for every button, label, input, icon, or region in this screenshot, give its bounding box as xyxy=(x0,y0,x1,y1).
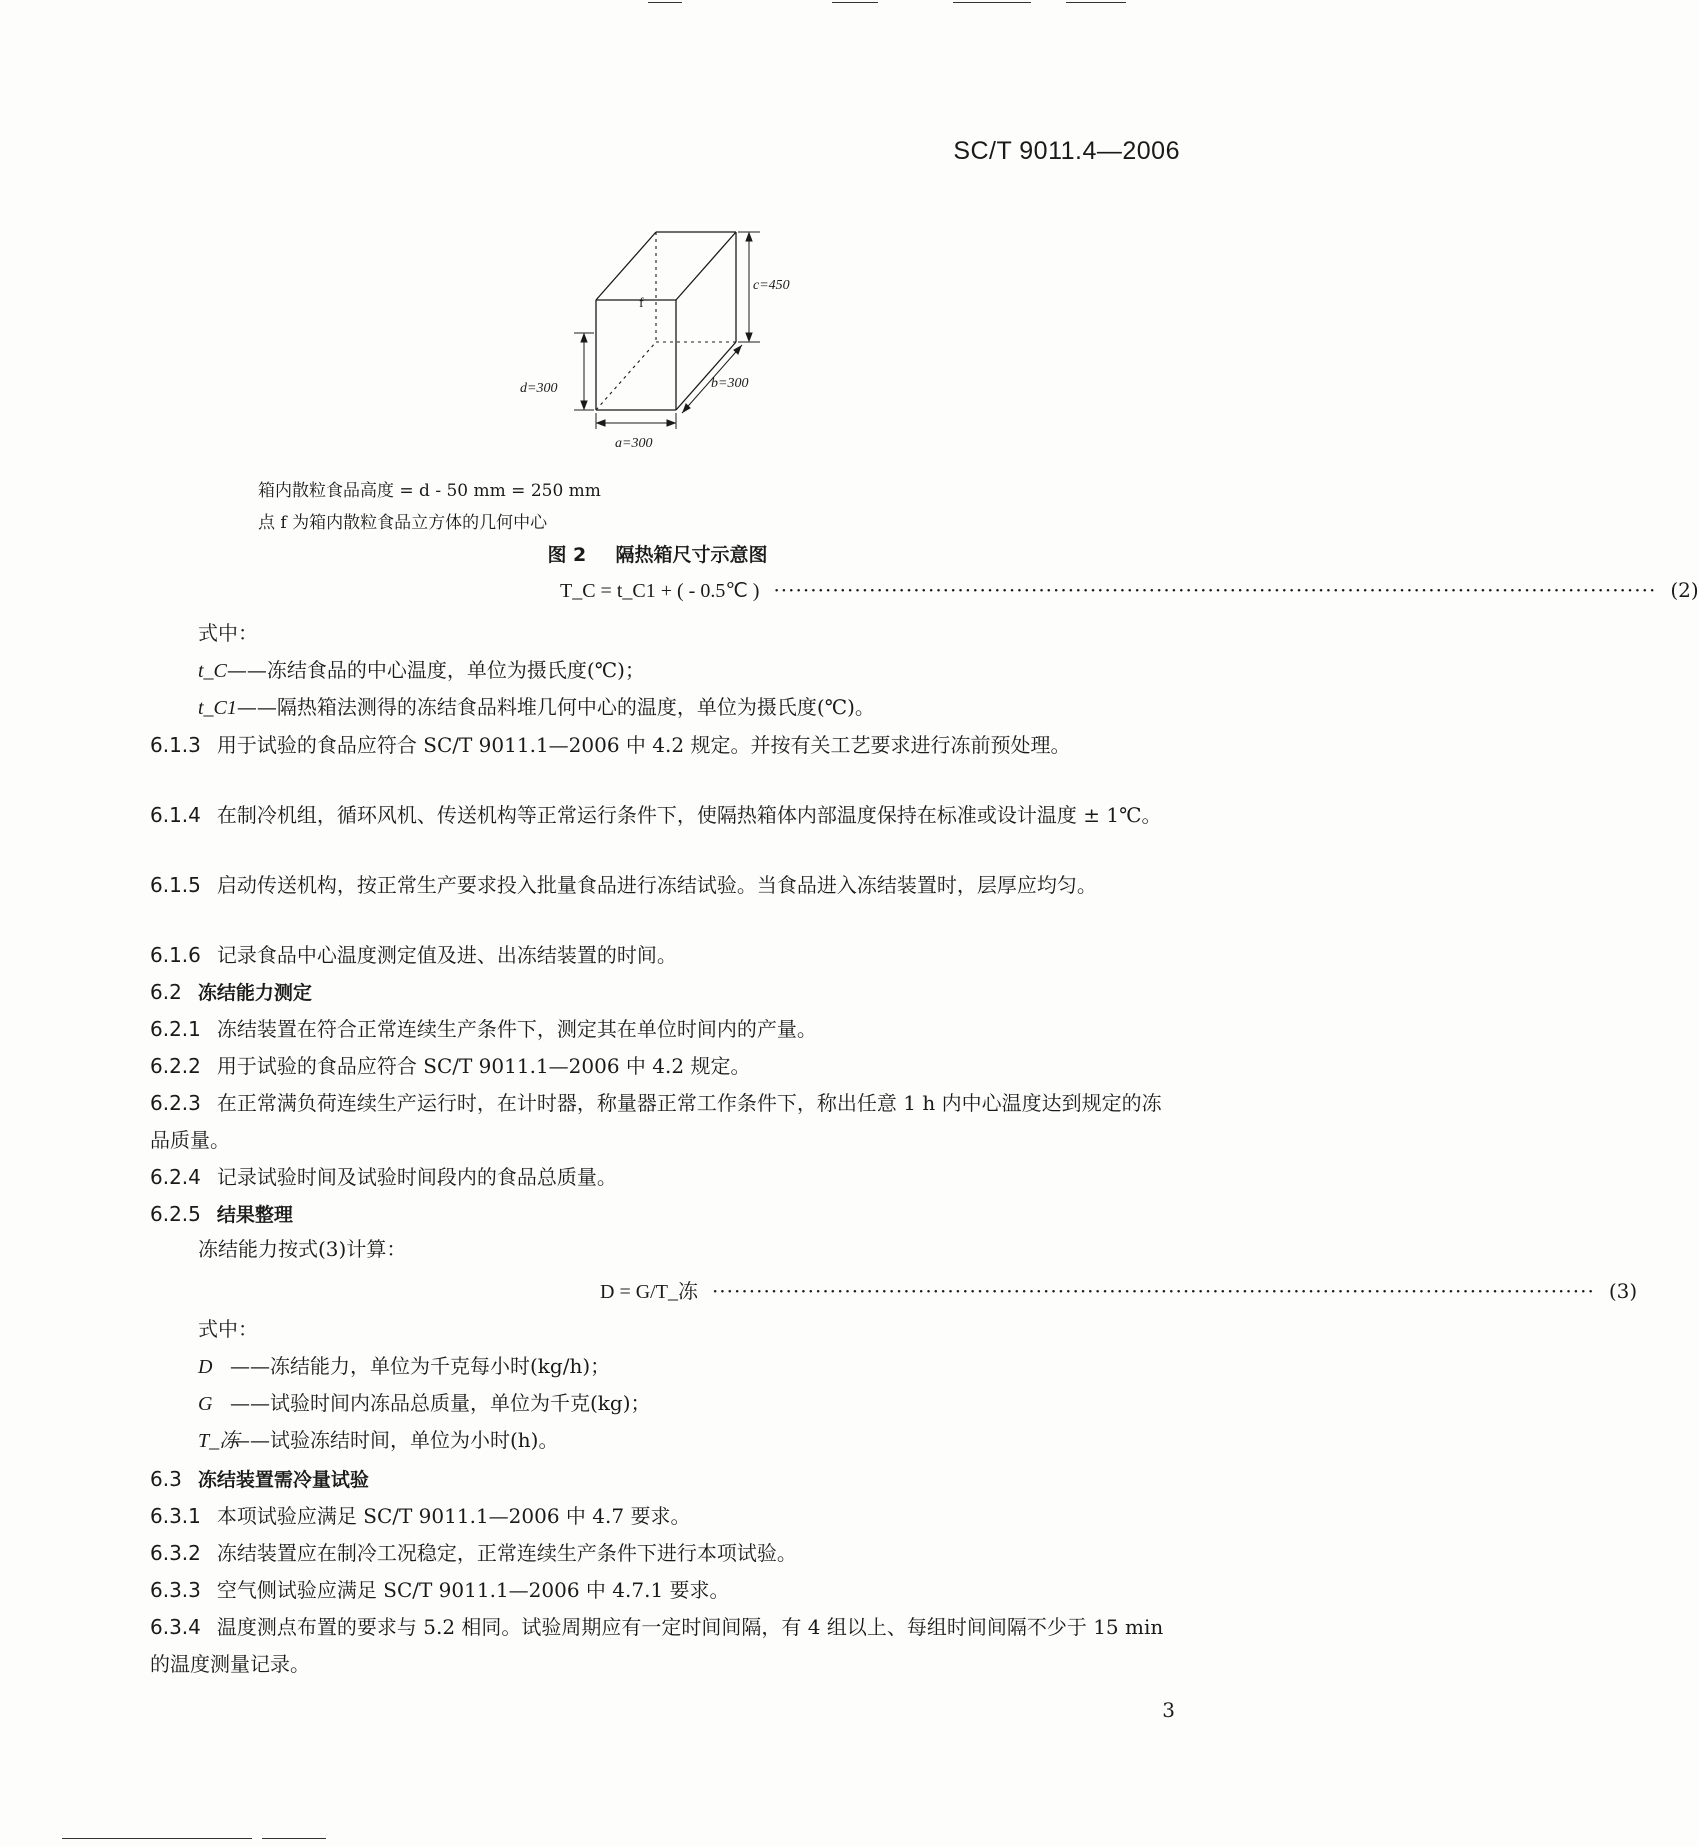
scan-mark xyxy=(262,1838,326,1839)
dimension-d-label: d=300 xyxy=(520,381,558,396)
section-6-3-heading: 6.3 冻结装置需冷量试验 xyxy=(150,1467,369,1491)
scan-mark xyxy=(832,2,878,3)
scan-mark xyxy=(648,2,682,3)
document-id-header: SC/T 9011.4—2006 xyxy=(953,137,1180,165)
definition-tc1: t_C1——隔热箱法测得的冻结食品料堆几何中心的温度，单位为摄氏度(℃)。 xyxy=(198,695,875,719)
equation-3 xyxy=(600,1275,1638,1304)
point-f-label: f xyxy=(639,296,644,311)
equation-2-formula: T_C = t_C1 + ( - 0.5℃ ) xyxy=(560,580,760,602)
clause-6-1-6: 6.1.6 记录食品中心温度测定值及进、出冻结装置的时间。 xyxy=(150,943,677,967)
clause-6-1-5: 6.1.5 启动传送机构，按正常生产要求投入批量食品进行冻结试验。当食品进入冻结装置时，层厚应均匀。 xyxy=(150,873,1097,897)
clause-6-2-4: 6.2.4 记录试验时间及试验时间段内的食品总质量。 xyxy=(150,1165,617,1189)
dimension-b-label: b=300 xyxy=(711,376,749,391)
calc-intro: 冻结能力按式(3)计算： xyxy=(198,1237,407,1261)
definition-tc: t_C——冻结食品的中心温度，单位为摄氏度(℃)； xyxy=(198,658,645,682)
equation-3-formula: D = G/T_冻 xyxy=(600,1281,698,1303)
equation-3-number: (3) xyxy=(1608,1279,1638,1303)
figure-note-2: 点 f 为箱内散粒食品立方体的几何中心 xyxy=(258,513,548,533)
figure-caption xyxy=(0,540,1315,567)
clause-6-3-4: 6.3.4 温度测点布置的要求与 5.2 相同。试验周期应有一定时间间隔，有 4 组以上、每组时间间隔不少于 15 min 的温度测量记录。 xyxy=(150,1615,1164,1676)
symbol-tc1: t_C1 xyxy=(198,697,237,719)
clause-6-2-3: 6.2.3 在正常满负荷连续生产运行时，在计时器，称量器正常工作条件下，称出任意 1 h 内中心温度达到规定的冻品质量。 xyxy=(150,1091,1162,1152)
clause-6-1-3: 6.1.3 用于试验的食品应符合 SC/T 9011.1—2006 中 4.2 规定。并按有关工艺要求进行冻前预处理。 xyxy=(150,733,1071,757)
section-6-2-heading: 6.2 冻结能力测定 xyxy=(150,980,312,1004)
clause-6-1-4: 6.1.4 在制冷机组，循环风机、传送机构等正常运行条件下，使隔热箱体内部温度保持在标准或设计温度 ± 1℃。 xyxy=(150,803,1162,827)
dimension-c-label: c=450 xyxy=(753,278,790,293)
definition-t-freeze: T_冻——试验冻结时间，单位为小时(h)。 xyxy=(198,1424,559,1453)
insulated-box-diagram xyxy=(520,225,810,450)
equation-2-number: (2) xyxy=(1670,578,1699,602)
definition-d: D ——冻结能力，单位为千克每小时(kg/h)； xyxy=(198,1354,611,1378)
dimension-a-label: a=300 xyxy=(615,436,653,451)
caption-number: 图 2 xyxy=(547,544,587,566)
where-label-2: 式中： xyxy=(198,1317,258,1341)
scan-mark xyxy=(62,1838,252,1839)
equation-2 xyxy=(560,578,1699,603)
definition-g: G ——试验时间内冻品总质量，单位为千克(kg)； xyxy=(198,1391,651,1415)
symbol-t-freeze: T_冻 xyxy=(198,1430,240,1452)
leader-dots: ························································································································ xyxy=(773,578,1657,602)
clause-6-3-1: 6.3.1 本项试验应满足 SC/T 9011.1—2006 中 4.7 要求。 xyxy=(150,1504,691,1528)
leader-dots: ························································································································ xyxy=(711,1279,1595,1303)
dimension-lines xyxy=(574,232,760,429)
section-6-2-5-heading: 6.2.5 结果整理 xyxy=(150,1202,293,1226)
scan-mark xyxy=(953,2,1031,3)
symbol-tc: t_C xyxy=(198,660,227,682)
caption-title: 隔热箱尺寸示意图 xyxy=(615,544,768,566)
scan-mark xyxy=(1066,2,1126,3)
symbol-g: G xyxy=(198,1393,213,1415)
clause-6-2-2: 6.2.2 用于试验的食品应符合 SC/T 9011.1—2006 中 4.2 规定。 xyxy=(150,1054,751,1078)
clause-6-2-1: 6.2.1 冻结装置在符合正常连续生产条件下，测定其在单位时间内的产量。 xyxy=(150,1017,817,1041)
page-number: 3 xyxy=(1162,1698,1175,1722)
clause-6-3-3: 6.3.3 空气侧试验应满足 SC/T 9011.1—2006 中 4.7.1 要求。 xyxy=(150,1578,730,1602)
figure-note-1: 箱内散粒食品高度 = d - 50 mm = 250 mm xyxy=(258,481,601,501)
clause-6-3-2: 6.3.2 冻结装置应在制冷工况稳定，正常连续生产条件下进行本项试验。 xyxy=(150,1541,797,1565)
symbol-d: D xyxy=(198,1356,213,1378)
where-label: 式中： xyxy=(198,621,258,645)
